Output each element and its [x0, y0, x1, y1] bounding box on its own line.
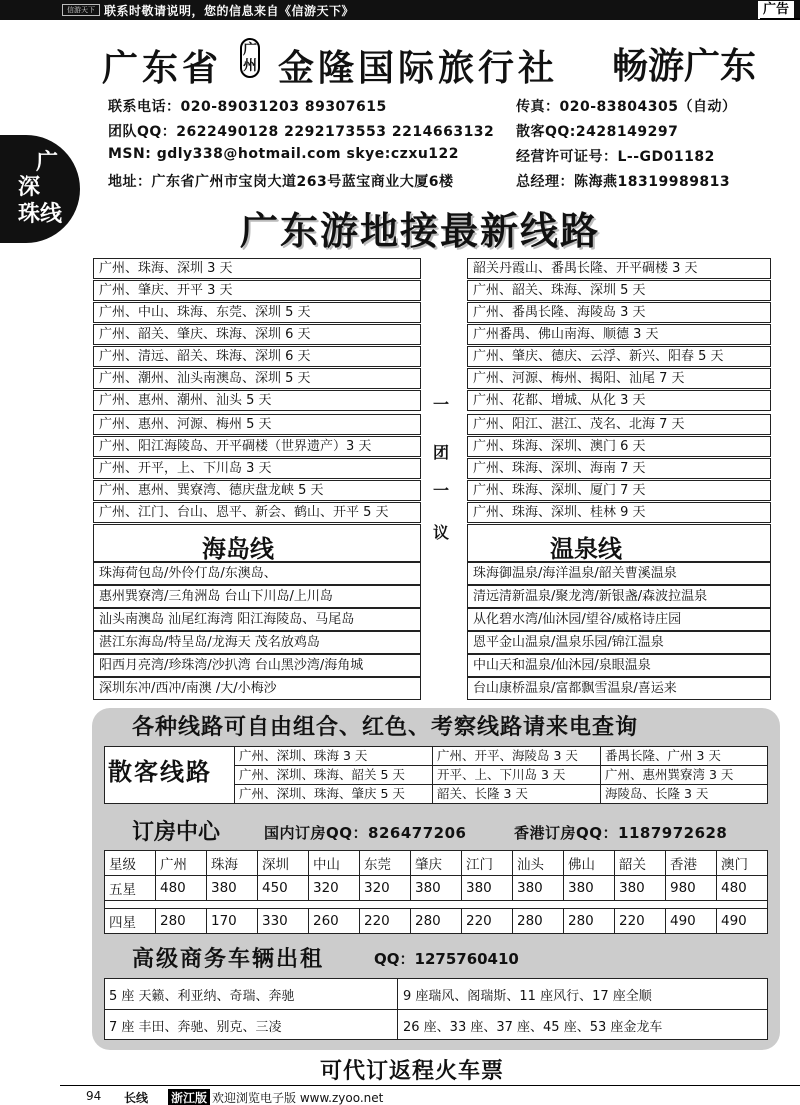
route-item: 广州、中山、珠海、东莞、深圳 5 天	[93, 302, 421, 323]
section-tab	[0, 135, 80, 243]
table-cell: 220	[360, 909, 411, 934]
table-header-cell: 珠海	[207, 851, 258, 876]
ad-label: 广告	[758, 1, 794, 19]
route-item: 广州、开平，上、下川岛 3 天	[93, 458, 421, 479]
title-slogan: 畅游广东	[612, 46, 757, 87]
table-header-cell: 汕头	[513, 851, 564, 876]
route-item: 广州、河源、梅州、揭阳、汕尾 7 天	[467, 368, 771, 389]
table-cell: 170	[207, 909, 258, 934]
middle-char: 一	[433, 395, 450, 414]
table-header-cell: 江门	[462, 851, 513, 876]
table-cell: 280	[411, 909, 462, 934]
hotspring-heading-box	[467, 524, 771, 562]
hotspring-item: 从化碧水湾/仙沐园/望谷/威格诗庄园	[467, 608, 771, 631]
route-item: 广州、惠州、河源、梅州 5 天	[93, 414, 421, 435]
route-item: 广州、珠海、深圳、海南 7 天	[467, 458, 771, 479]
hotel-price-table	[104, 850, 768, 934]
company-title	[100, 34, 780, 94]
footer-edition: 浙江版	[168, 1089, 210, 1105]
table-header-cell: 韶关	[615, 851, 666, 876]
sanke-cell: 广州、深圳、珠海 3 天	[234, 747, 432, 766]
hotspring-heading: 温泉线	[550, 535, 622, 563]
title-province: 广东省	[102, 48, 223, 89]
footer-welcome: 欢迎浏览电子版 www.zyoo.net	[212, 1091, 384, 1105]
route-item: 广州、阳江海陵岛、开平碉楼（世界遗产）3 天	[93, 436, 421, 457]
table-header-cell: 肇庆	[411, 851, 462, 876]
contact-msn: MSN: gdly338@hotmail.com skye:czxu122	[108, 146, 460, 162]
table-cell: 380	[615, 876, 666, 901]
table-header-cell: 广州	[156, 851, 207, 876]
table-row	[105, 909, 768, 934]
table-cell: 380	[207, 876, 258, 901]
table-cell: 五星	[105, 876, 156, 901]
table-row	[105, 876, 768, 901]
contact-phone: 联系电话：020-89031203 89307615	[108, 99, 387, 115]
route-item: 广州、珠海、深圳、厦门 7 天	[467, 480, 771, 501]
table-cell: 280	[513, 909, 564, 934]
route-item: 广州、惠州、潮州、汕头 5 天	[93, 390, 421, 411]
contact-team-qq: 团队QQ：2622490128 2292173553 2214663132	[108, 124, 495, 140]
hotspring-item: 清远清新温泉/聚龙湾/新银盏/森波拉温泉	[467, 585, 771, 608]
sanke-label: 散客线路	[108, 758, 212, 786]
table-cell: 490	[666, 909, 717, 934]
rental-divider	[105, 1009, 767, 1010]
table-cell: 380	[564, 876, 615, 901]
train-ticket-notice: 可代订返程火车票	[320, 1059, 505, 1084]
routes-heading: 广东游地接最新线路	[240, 209, 601, 253]
table-header-cell: 香港	[666, 851, 717, 876]
booking-hongkong-qq: 香港订房QQ：1187972628	[514, 824, 728, 842]
contact-license: 经营许可证号：L--GD01182	[516, 149, 715, 165]
island-heading-box	[93, 524, 421, 562]
hotspring-item: 恩平金山温泉/温泉乐园/锦江温泉	[467, 631, 771, 654]
route-item: 广州番禺、佛山南海、顺德 3 天	[467, 324, 771, 345]
table-header-cell: 星级	[105, 851, 156, 876]
route-item: 广州、珠海、深圳、澳门 6 天	[467, 436, 771, 457]
island-item: 惠州巽寮湾/三角洲岛 台山下川岛/上川岛	[93, 585, 421, 608]
divider	[760, 18, 800, 20]
section-tab-line3: 珠线	[18, 202, 63, 227]
route-item: 广州、潮州、汕头南澳岛、深圳 5 天	[93, 368, 421, 389]
table-cell: 220	[615, 909, 666, 934]
hotspring-item: 珠海御温泉/海洋温泉/韶关曹溪温泉	[467, 562, 771, 585]
section-tab-line2: 深	[18, 175, 41, 200]
table-cell: 320	[360, 876, 411, 901]
table-header-row	[105, 851, 768, 876]
rental-cell: 5 座 天籁、利亚纳、奇瑞、奔驰	[109, 989, 295, 1004]
contact-retail-qq: 散客QQ:2428149297	[516, 124, 679, 140]
route-item: 韶关丹霞山、番禺长隆、开平碉楼 3 天	[467, 258, 771, 279]
island-item: 珠海荷包岛/外伶仃岛/东澳岛、	[93, 562, 421, 585]
route-item: 广州、珠海、深圳 3 天	[93, 258, 421, 279]
route-item: 广州、番禺长隆、海陵岛 3 天	[467, 302, 771, 323]
spacer-cell	[105, 901, 768, 909]
table-cell: 450	[258, 876, 309, 901]
sanke-cell: 海陵岛、长隆 3 天	[600, 785, 767, 804]
sanke-cell: 番禺长隆、广州 3 天	[600, 747, 767, 766]
island-item: 深圳东冲/西冲/南澳 /大/小梅沙	[93, 677, 421, 700]
hotspring-item: 台山康桥温泉/富都飘雪温泉/喜运来	[467, 677, 771, 700]
hotspring-item: 中山天和温泉/仙沐园/泉眼温泉	[467, 654, 771, 677]
route-item: 广州、清远、韶关、珠海、深圳 6 天	[93, 346, 421, 367]
rental-cell: 26 座、33 座、37 座、45 座、53 座金龙车	[403, 1020, 663, 1035]
middle-char: 一	[433, 481, 450, 500]
route-item: 广州、肇庆、开平 3 天	[93, 280, 421, 301]
rental-cell: 7 座 丰田、奔驰、别克、三凌	[109, 1020, 282, 1035]
table-cell: 220	[462, 909, 513, 934]
island-item: 湛江东海岛/特呈岛/龙海天 茂名放鸡岛	[93, 631, 421, 654]
table-cell: 320	[309, 876, 360, 901]
table-cell: 330	[258, 909, 309, 934]
table-cell: 380	[411, 876, 462, 901]
top-bar	[0, 0, 800, 20]
rental-cell: 9 座瑞风、阁瑞斯、11 座风行、17 座全顺	[403, 989, 652, 1004]
route-item: 广州、江门、台山、恩平、新会、鹤山、开平 5 天	[93, 502, 421, 523]
table-cell: 280	[156, 909, 207, 934]
booking-domestic-qq: 国内订房QQ：826477206	[264, 824, 467, 842]
rental-box	[104, 978, 768, 1040]
booking-heading: 订房中心	[132, 820, 221, 845]
table-cell: 480	[717, 876, 768, 901]
route-item: 广州、珠海、深圳、桂林 9 天	[467, 502, 771, 523]
rental-heading: 高级商务车辆出租	[132, 947, 325, 972]
rental-qq: QQ：1275760410	[374, 950, 519, 968]
title-company: 金隆国际旅行社	[278, 48, 559, 89]
footer-divider	[60, 1085, 800, 1086]
page-number: 94	[86, 1089, 102, 1103]
table-header-cell: 深圳	[258, 851, 309, 876]
magazine-logo: 信游天下	[62, 4, 100, 16]
route-item: 广州、韶关、肇庆、珠海、深圳 6 天	[93, 324, 421, 345]
middle-char: 议	[433, 523, 450, 542]
island-heading: 海岛线	[202, 535, 274, 563]
middle-char: 团	[433, 443, 450, 462]
section-tab-line1: 广	[36, 150, 59, 175]
top-notice: 联系时敬请说明，您的信息来自《信游天下》	[104, 4, 355, 18]
sanke-cell: 韶关、长隆 3 天	[432, 785, 600, 804]
sanke-cell: 广州、惠州巽寮湾 3 天	[600, 766, 767, 785]
table-header-cell: 澳门	[717, 851, 768, 876]
route-item: 广州、花都、增城、从化 3 天	[467, 390, 771, 411]
route-item: 广州、惠州、巽寮湾、德庆盘龙峡 5 天	[93, 480, 421, 501]
table-cell: 280	[564, 909, 615, 934]
sanke-cell: 开平、上、下川岛 3 天	[432, 766, 600, 785]
table-cell: 480	[156, 876, 207, 901]
island-item: 汕头南澳岛 汕尾红海湾 阳江海陵岛、马尾岛	[93, 608, 421, 631]
route-item: 广州、阳江、湛江、茂名、北海 7 天	[467, 414, 771, 435]
footer-section: 长线	[124, 1091, 149, 1105]
table-cell: 380	[462, 876, 513, 901]
sanke-cell: 广州、开平、海陵岛 3 天	[432, 747, 600, 766]
table-cell: 四星	[105, 909, 156, 934]
contact-fax: 传真：020-83804305（自动）	[516, 99, 737, 115]
sanke-cell: 广州、深圳、珠海、肇庆 5 天	[234, 785, 432, 804]
title-city: 广州	[240, 38, 260, 78]
sanke-cell: 广州、深圳、珠海、韶关 5 天	[234, 766, 432, 785]
panel-heading: 各种线路可自由组合、红色、考察线路请来电查询	[132, 715, 639, 740]
table-cell: 490	[717, 909, 768, 934]
table-header-cell: 中山	[309, 851, 360, 876]
table-header-cell: 东莞	[360, 851, 411, 876]
table-cell: 980	[666, 876, 717, 901]
table-header-cell: 佛山	[564, 851, 615, 876]
table-cell: 260	[309, 909, 360, 934]
contact-manager: 总经理：陈海燕18319989813	[516, 174, 731, 190]
contact-address: 地址：广东省广州市宝岗大道263号蓝宝商业大厦6楼	[108, 174, 454, 190]
route-item: 广州、韶关、珠海、深圳 5 天	[467, 280, 771, 301]
route-item: 广州、肇庆、德庆、云浮、新兴、阳春 5 天	[467, 346, 771, 367]
table-cell: 380	[513, 876, 564, 901]
table-spacer	[105, 901, 768, 909]
island-item: 阳西月亮湾/珍珠湾/沙扒湾 台山黑沙湾/海角城	[93, 654, 421, 677]
